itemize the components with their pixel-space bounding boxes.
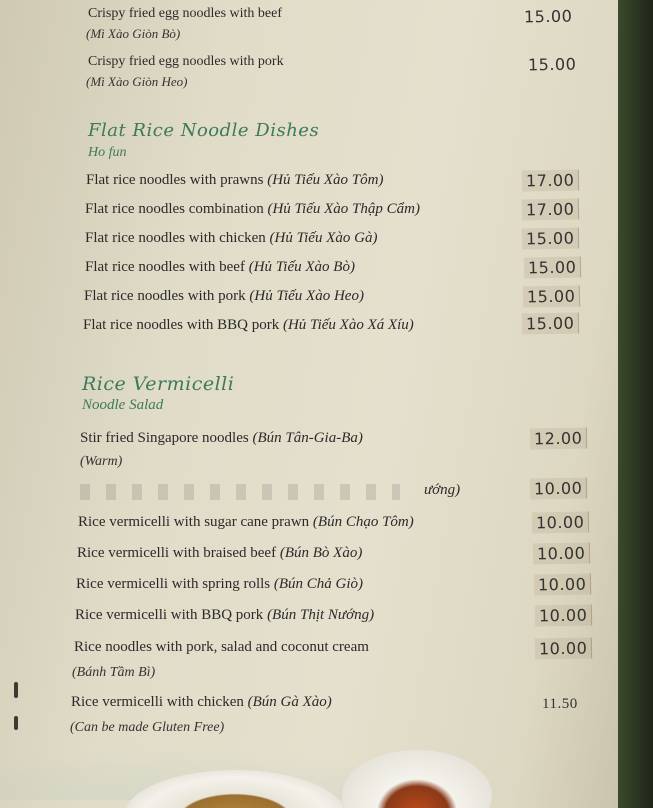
item-price: 11.50 bbox=[542, 696, 578, 712]
item-price: 10.00 bbox=[532, 512, 590, 534]
item-name: Flat rice noodles combination (Hủ Tiếu Xào Thập Cẩm) bbox=[85, 201, 420, 217]
item-name: Flat rice noodles with BBQ pork (Hủ Tiếu Xào Xá Xíu) bbox=[83, 317, 414, 333]
item-price: 10.00 bbox=[533, 543, 591, 565]
item-name: Flat rice noodles with prawns (Hủ Tiếu Xào Tôm) bbox=[86, 172, 384, 188]
item-price: 15.00 bbox=[522, 228, 580, 250]
item-price: 10.00 bbox=[535, 638, 593, 660]
item-name: Crispy fried egg noodles with beef bbox=[88, 6, 283, 21]
item-price: 12.00 bbox=[530, 428, 588, 450]
item-price: 10.00 bbox=[535, 605, 593, 627]
item-name: Rice vermicelli with spring rolls (Bún Chả Giò) bbox=[76, 576, 364, 592]
section-title: Rice Vermicelli bbox=[82, 373, 235, 395]
item-name: Flat rice noodles with pork (Hủ Tiếu Xào Heo) bbox=[84, 288, 364, 304]
item-price: 15.00 bbox=[524, 257, 582, 279]
section-subtitle: Ho fun bbox=[88, 145, 127, 160]
obscured-text bbox=[80, 484, 400, 500]
item-vietnamese: (Bánh Tầm Bì) bbox=[72, 665, 156, 680]
item-name: Crispy fried egg noodles with pork bbox=[88, 54, 284, 69]
margin-mark bbox=[14, 682, 18, 698]
item-vietnamese: (Mì Xào Giòn Heo) bbox=[86, 74, 188, 89]
item-price: 15.00 bbox=[522, 313, 580, 335]
item-name: Rice vermicelli with braised beef (Bún Bò Xào) bbox=[77, 545, 363, 561]
table-edge bbox=[618, 0, 653, 808]
item-name: Stir fried Singapore noodles (Bún Tân-Gia-Ba) bbox=[80, 430, 363, 446]
item-note: (Warm) bbox=[80, 454, 123, 469]
item-price: 17.00 bbox=[522, 170, 580, 192]
item-price: 10.00 bbox=[534, 574, 592, 596]
item-vietnamese: (Mì Xào Giòn Bò) bbox=[86, 26, 181, 41]
item-price: 15.00 bbox=[523, 286, 581, 308]
item-name: Flat rice noodles with chicken (Hủ Tiếu Xào Gà) bbox=[85, 230, 378, 246]
item-name: Rice vermicelli with chicken (Bún Gà Xào) bbox=[71, 694, 332, 710]
section-title: Flat Rice Noodle Dishes bbox=[88, 120, 320, 141]
item-price: 17.00 bbox=[522, 199, 580, 221]
item-name: ướng) bbox=[424, 482, 461, 498]
item-price: 15.00 bbox=[527, 54, 577, 75]
item-note: (Can be made Gluten Free) bbox=[70, 720, 225, 735]
section-subtitle: Noodle Salad bbox=[82, 397, 164, 413]
margin-mark bbox=[14, 716, 18, 730]
item-name: Rice noodles with pork, salad and coconut cream bbox=[74, 639, 369, 655]
item-name: Rice vermicelli with BBQ pork (Bún Thịt Nướng) bbox=[75, 607, 375, 623]
item-name: Rice vermicelli with sugar cane prawn (Bún Chạo Tôm) bbox=[78, 514, 414, 530]
item-price: 10.00 bbox=[530, 478, 588, 500]
item-price: 15.00 bbox=[523, 6, 573, 27]
item-name: Flat rice noodles with beef (Hủ Tiếu Xào Bò) bbox=[85, 259, 355, 275]
